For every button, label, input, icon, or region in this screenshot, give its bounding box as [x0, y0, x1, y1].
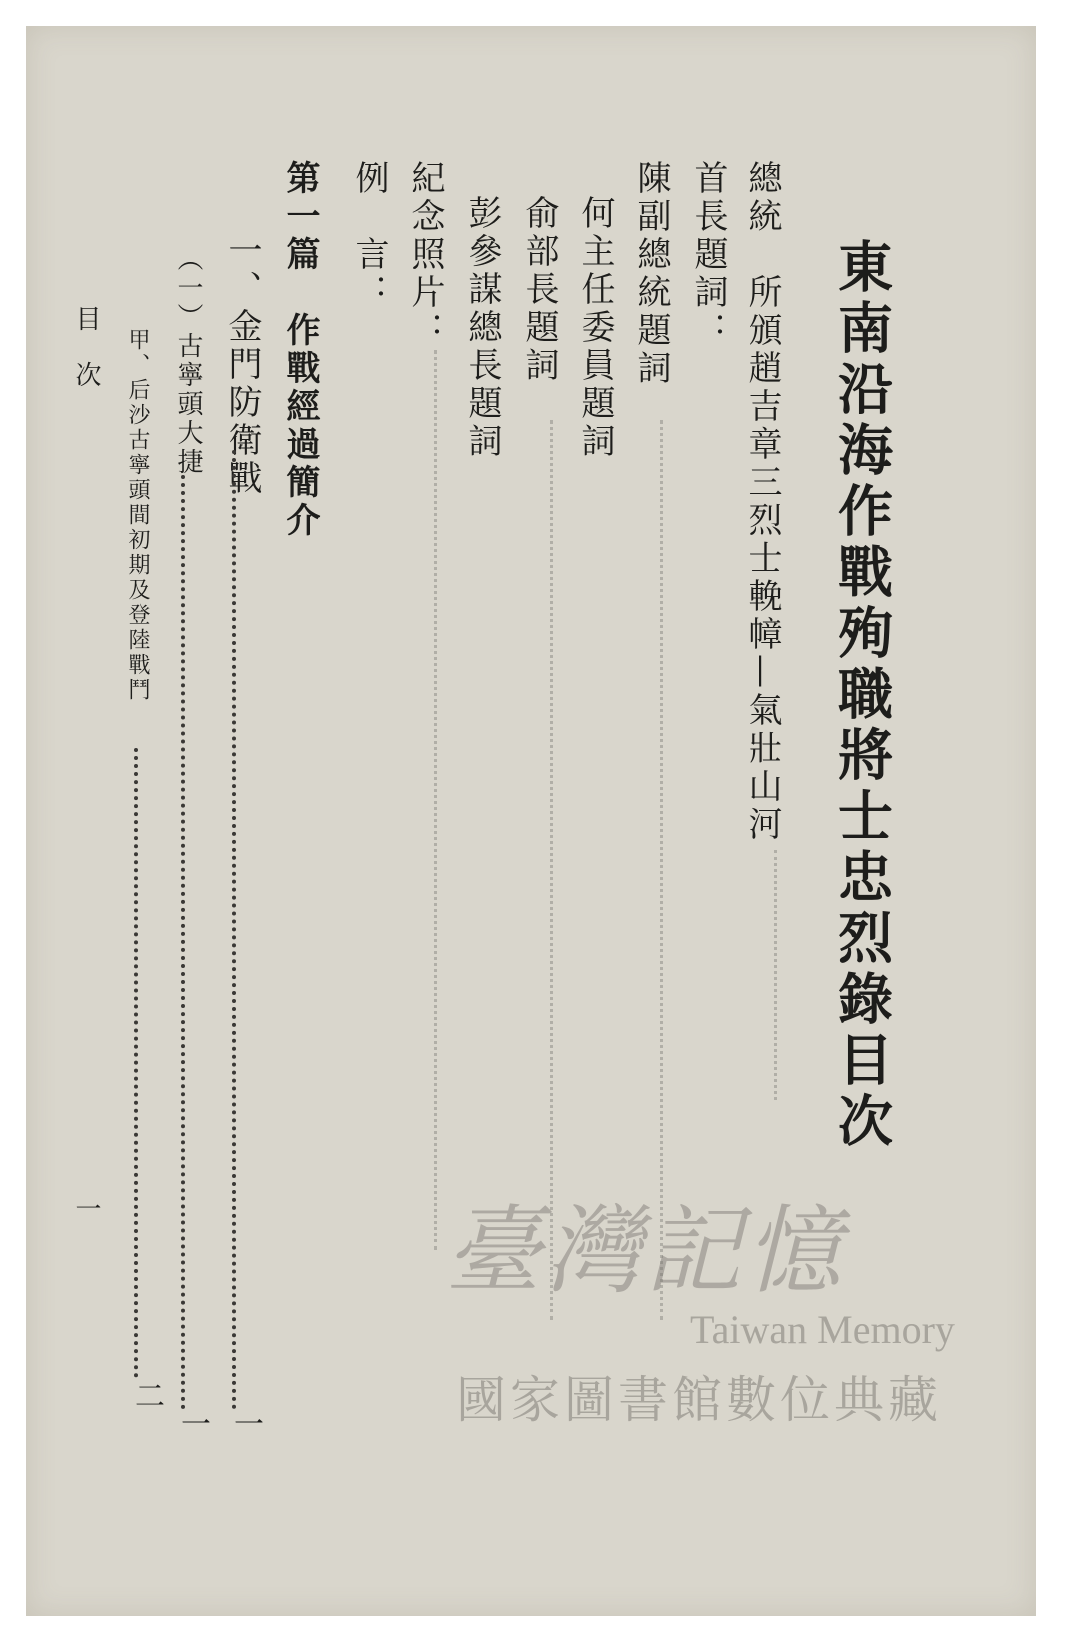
- toc-section-one: 一、金門防衛戰: [222, 232, 262, 498]
- watermark-chinese: 臺灣記憶: [445, 1195, 845, 1307]
- page-title: 東南沿海作戰殉職將士忠烈錄目次: [829, 238, 894, 1153]
- page-number: 一: [228, 1408, 263, 1438]
- leader-dots: [774, 850, 777, 1100]
- leader-dots: [232, 450, 236, 1410]
- leader-dots: [134, 748, 138, 1378]
- toc-entry-photos: 紀念照片：: [405, 160, 445, 350]
- watermark-org: 國家圖書館數位典藏: [456, 1371, 942, 1429]
- toc-item-a: 甲、后沙古寧頭間初期及登陸戰鬥: [125, 328, 150, 703]
- page-number: 二: [129, 1380, 164, 1410]
- toc-entry-peng: 彭參謀總長題詞: [462, 195, 502, 461]
- toc-part-one: 第一篇 作戰經過簡介: [280, 160, 320, 540]
- toc-entry-yu: 俞部長題詞: [519, 195, 559, 385]
- watermark-english: Taiwan Memory: [690, 1307, 955, 1352]
- toc-subsection-one: （一）古寧頭大捷: [173, 245, 203, 477]
- toc-entry-vice-president: 陳副總統題詞: [631, 160, 671, 388]
- footer-page-number: 一: [71, 1195, 101, 1223]
- toc-entry-he: 何主任委員題詞: [575, 195, 615, 461]
- toc-entry-president: 總統 所頒趙吉章三烈士輓幛—氣壯山河: [742, 160, 782, 844]
- footer-label: 目 次: [71, 305, 101, 389]
- page-number: 一: [175, 1408, 210, 1438]
- leader-dots: [181, 475, 185, 1410]
- leader-dots: [434, 350, 437, 1250]
- toc-entry-chief: 首長題詞：: [688, 160, 728, 350]
- toc-entry-preface: 例 言：: [349, 160, 389, 312]
